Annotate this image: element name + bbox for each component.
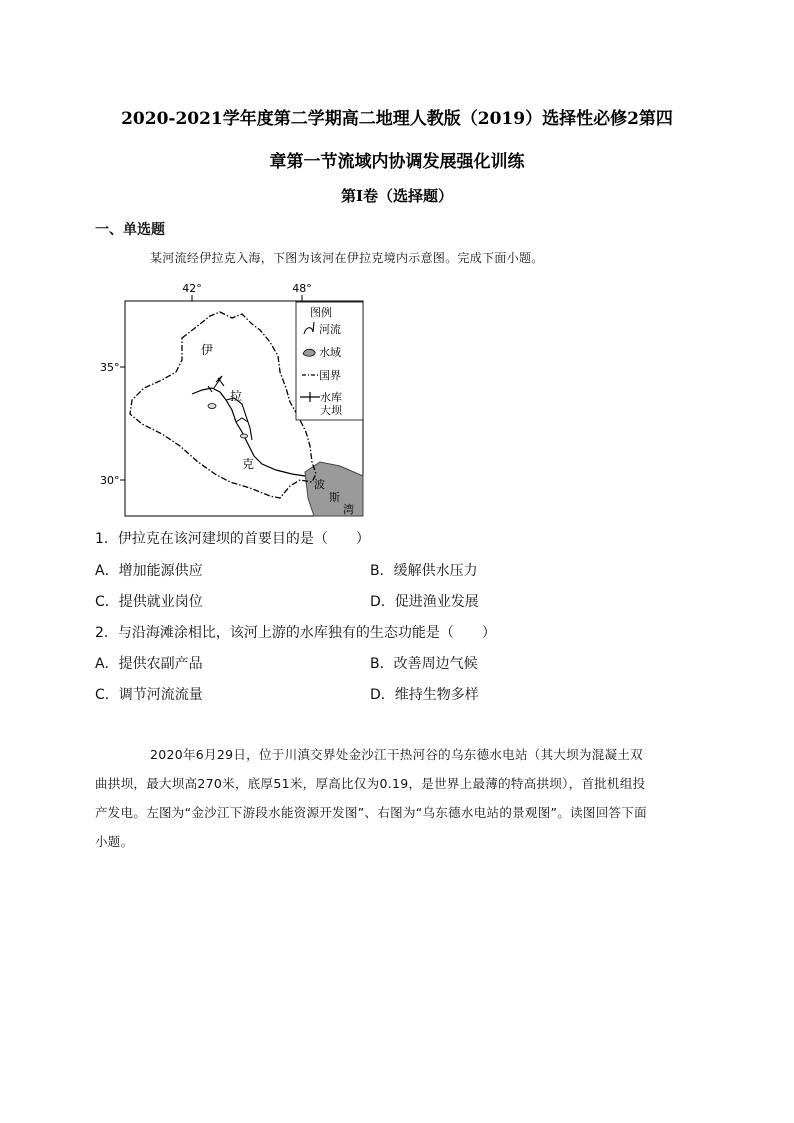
- question-1-stem: 1．伊拉克在该河建坝的首要目的是（ ）: [95, 531, 370, 547]
- question-1-option-c[interactable]: C．提供就业岗位: [95, 594, 203, 610]
- document-title-line1: 2020-2021学年度第二学期高二地理人教版（2019）选择性必修2第四: [121, 109, 673, 129]
- question-2-option-a[interactable]: A．提供农副产品: [95, 656, 203, 672]
- country-label-la: 拉: [230, 389, 243, 403]
- section-heading: 一、单选题: [95, 222, 165, 238]
- legend-border-label: 国界: [319, 369, 341, 382]
- volume-heading: 第I卷（选择题）: [340, 187, 454, 205]
- passage-line-1: 2020年6月29日，位于川滇交界处金沙江干热河谷的乌东德水电站（其大坝为混凝土双: [150, 747, 643, 762]
- passage-line-4: 小题。: [95, 834, 134, 849]
- lat-label-30: 30°: [100, 474, 120, 487]
- lon-label-48: 48°: [292, 282, 312, 295]
- question-2-stem: 2．与沿海滩涂相比，该河上游的水库独有的生态功能是（ ）: [95, 625, 496, 641]
- legend-dam-label-2: 大坝: [320, 404, 342, 417]
- legend-dam-label-1: 水库: [320, 391, 342, 404]
- lake-1: [208, 404, 216, 409]
- question-2-option-c[interactable]: C．调节河流流量: [95, 687, 203, 703]
- gulf-label-si: 斯: [329, 491, 340, 504]
- document-title-line2: 章第一节流域内协调发展强化训练: [269, 152, 525, 172]
- question-intro: 某河流经伊拉克入海，下图为该河在伊拉克境内示意图。完成下面小题。: [150, 251, 544, 265]
- passage-line-2: 曲拱坝，最大坝高270米，底厚51米，厚高比仅为0.19，是世界上最薄的特高拱坝），首批机组投: [95, 776, 646, 791]
- legend-title: 图例: [310, 306, 332, 319]
- iraq-river-map: [100, 276, 370, 518]
- question-1-option-a[interactable]: A．增加能源供应: [95, 563, 203, 579]
- question-1-option-b[interactable]: B．缓解供水压力: [370, 563, 478, 579]
- question-2-option-d[interactable]: D．维持生物多样: [370, 687, 479, 703]
- legend-water-label: 水域: [319, 346, 341, 359]
- country-label-ke: 克: [242, 457, 255, 471]
- legend-river-label: 河流: [319, 323, 341, 336]
- gulf-label-wan: 湾: [343, 503, 354, 516]
- gulf-label-bo: 波: [314, 478, 325, 491]
- question-2-option-b[interactable]: B．改善周边气候: [370, 656, 478, 672]
- question-1-option-d[interactable]: D．促进渔业发展: [370, 594, 479, 610]
- country-label-yi: 伊: [201, 343, 214, 357]
- lon-label-42: 42°: [182, 282, 202, 295]
- lat-label-35: 35°: [100, 361, 120, 374]
- lake-2: [241, 434, 248, 438]
- passage-line-3: 产发电。左图为“金沙江下游段水能资源开发图”、右图为“乌东德水电站的景观图”。读图回答下面: [95, 805, 647, 820]
